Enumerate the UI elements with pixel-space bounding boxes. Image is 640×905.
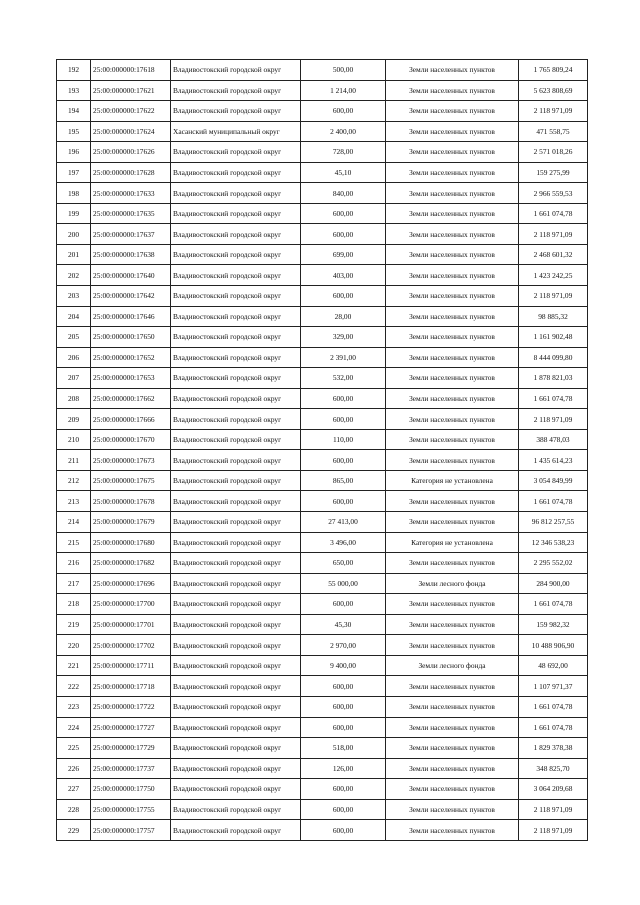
area: 9 400,00 bbox=[301, 655, 386, 676]
table-row bbox=[57, 265, 588, 286]
cadastral-value: 2 118 971,09 bbox=[519, 286, 588, 307]
cadastral-value: 1 107 971,37 bbox=[519, 676, 588, 697]
location: Владивостокский городской округ bbox=[171, 491, 301, 512]
land-category: Земли населенных пунктов bbox=[386, 80, 519, 101]
location: Владивостокский городской округ bbox=[171, 183, 301, 204]
land-category: Земли населенных пунктов bbox=[386, 738, 519, 759]
location: Владивостокский городской округ bbox=[171, 80, 301, 101]
cadastral-number: 25:00:000000:17755 bbox=[91, 799, 171, 820]
area: 2 400,00 bbox=[301, 121, 386, 142]
cadastral-number: 25:00:000000:17696 bbox=[91, 573, 171, 594]
row-number: 211 bbox=[57, 450, 91, 471]
table-row bbox=[57, 162, 588, 183]
location: Владивостокский городской округ bbox=[171, 676, 301, 697]
cadastral-value: 3 064 209,68 bbox=[519, 779, 588, 800]
table-row bbox=[57, 203, 588, 224]
table-row bbox=[57, 717, 588, 738]
cadastral-value: 2 118 971,09 bbox=[519, 799, 588, 820]
land-category: Земли населенных пунктов bbox=[386, 594, 519, 615]
area: 600,00 bbox=[301, 203, 386, 224]
location: Владивостокский городской округ bbox=[171, 717, 301, 738]
location: Владивостокский городской округ bbox=[171, 532, 301, 553]
cadastral-value: 388 478,03 bbox=[519, 429, 588, 450]
cadastral-value: 2 295 552,02 bbox=[519, 553, 588, 574]
location: Владивостокский городской округ bbox=[171, 409, 301, 430]
cadastral-number: 25:00:000000:17701 bbox=[91, 614, 171, 635]
row-number: 201 bbox=[57, 244, 91, 265]
area: 500,00 bbox=[301, 60, 386, 81]
cadastral-number: 25:00:000000:17711 bbox=[91, 655, 171, 676]
cadastral-value: 1 423 242,25 bbox=[519, 265, 588, 286]
cadastral-number: 25:00:000000:17666 bbox=[91, 409, 171, 430]
table-row bbox=[57, 60, 588, 81]
table-row bbox=[57, 820, 588, 841]
cadastral-value: 1 661 074,78 bbox=[519, 388, 588, 409]
cadastral-value: 471 558,75 bbox=[519, 121, 588, 142]
cadastral-value: 98 885,32 bbox=[519, 306, 588, 327]
row-number: 226 bbox=[57, 758, 91, 779]
area: 2 391,00 bbox=[301, 347, 386, 368]
row-number: 205 bbox=[57, 327, 91, 348]
cadastral-value: 3 054 849,99 bbox=[519, 470, 588, 491]
row-number: 228 bbox=[57, 799, 91, 820]
area: 650,00 bbox=[301, 553, 386, 574]
cadastral-number: 25:00:000000:17727 bbox=[91, 717, 171, 738]
row-number: 209 bbox=[57, 409, 91, 430]
table-row bbox=[57, 532, 588, 553]
land-category: Земли населенных пунктов bbox=[386, 450, 519, 471]
cadastral-value: 1 435 614,23 bbox=[519, 450, 588, 471]
table-row bbox=[57, 450, 588, 471]
cadastral-value: 8 444 099,80 bbox=[519, 347, 588, 368]
row-number: 197 bbox=[57, 162, 91, 183]
area: 126,00 bbox=[301, 758, 386, 779]
cadastral-number: 25:00:000000:17653 bbox=[91, 368, 171, 389]
land-category: Земли населенных пунктов bbox=[386, 635, 519, 656]
table-row bbox=[57, 512, 588, 533]
location: Владивостокский городской округ bbox=[171, 635, 301, 656]
area: 600,00 bbox=[301, 779, 386, 800]
row-number: 229 bbox=[57, 820, 91, 841]
area: 600,00 bbox=[301, 450, 386, 471]
row-number: 214 bbox=[57, 512, 91, 533]
location: Владивостокский городской округ bbox=[171, 450, 301, 471]
cadastral-number: 25:00:000000:17642 bbox=[91, 286, 171, 307]
cadastral-number: 25:00:000000:17675 bbox=[91, 470, 171, 491]
cadastral-number: 25:00:000000:17750 bbox=[91, 779, 171, 800]
table-row bbox=[57, 758, 588, 779]
cadastral-number: 25:00:000000:17737 bbox=[91, 758, 171, 779]
area: 600,00 bbox=[301, 101, 386, 122]
area: 840,00 bbox=[301, 183, 386, 204]
row-number: 213 bbox=[57, 491, 91, 512]
land-category: Категория не установлена bbox=[386, 470, 519, 491]
table-row bbox=[57, 799, 588, 820]
location: Владивостокский городской округ bbox=[171, 799, 301, 820]
land-category: Земли населенных пунктов bbox=[386, 799, 519, 820]
land-category: Земли населенных пунктов bbox=[386, 491, 519, 512]
cadastral-value: 48 692,00 bbox=[519, 655, 588, 676]
cadastral-value: 2 118 971,09 bbox=[519, 409, 588, 430]
table-row bbox=[57, 655, 588, 676]
row-number: 217 bbox=[57, 573, 91, 594]
cadastral-value: 2 118 971,09 bbox=[519, 101, 588, 122]
table-row bbox=[57, 635, 588, 656]
location: Владивостокский городской округ bbox=[171, 388, 301, 409]
table-row bbox=[57, 244, 588, 265]
location: Владивостокский городской округ bbox=[171, 594, 301, 615]
area: 728,00 bbox=[301, 142, 386, 163]
cadastral-number: 25:00:000000:17624 bbox=[91, 121, 171, 142]
cadastral-value: 1 661 074,78 bbox=[519, 203, 588, 224]
cadastral-number: 25:00:000000:17646 bbox=[91, 306, 171, 327]
table-row bbox=[57, 409, 588, 430]
cadastral-number: 25:00:000000:17635 bbox=[91, 203, 171, 224]
table-row bbox=[57, 101, 588, 122]
row-number: 202 bbox=[57, 265, 91, 286]
row-number: 218 bbox=[57, 594, 91, 615]
table-row bbox=[57, 306, 588, 327]
location: Владивостокский городской округ bbox=[171, 162, 301, 183]
area: 600,00 bbox=[301, 594, 386, 615]
land-category: Земли населенных пунктов bbox=[386, 717, 519, 738]
table-body bbox=[57, 60, 588, 841]
area: 27 413,00 bbox=[301, 512, 386, 533]
area: 600,00 bbox=[301, 799, 386, 820]
land-category: Земли населенных пунктов bbox=[386, 306, 519, 327]
location: Владивостокский городской округ bbox=[171, 203, 301, 224]
land-category: Земли населенных пунктов bbox=[386, 101, 519, 122]
land-parcels-table bbox=[56, 59, 588, 841]
location: Владивостокский городской округ bbox=[171, 224, 301, 245]
cadastral-number: 25:00:000000:17652 bbox=[91, 347, 171, 368]
land-category: Земли лесного фонда bbox=[386, 573, 519, 594]
row-number: 223 bbox=[57, 696, 91, 717]
table-row bbox=[57, 696, 588, 717]
land-category: Земли населенных пунктов bbox=[386, 758, 519, 779]
row-number: 224 bbox=[57, 717, 91, 738]
location: Владивостокский городской округ bbox=[171, 655, 301, 676]
land-category: Земли населенных пунктов bbox=[386, 183, 519, 204]
location: Владивостокский городской округ bbox=[171, 368, 301, 389]
location: Владивостокский городской округ bbox=[171, 820, 301, 841]
table-row bbox=[57, 388, 588, 409]
land-category: Земли населенных пунктов bbox=[386, 512, 519, 533]
land-category: Земли населенных пунктов bbox=[386, 409, 519, 430]
location: Владивостокский городской округ bbox=[171, 244, 301, 265]
land-category: Земли населенных пунктов bbox=[386, 368, 519, 389]
area: 600,00 bbox=[301, 224, 386, 245]
land-category: Земли населенных пунктов bbox=[386, 429, 519, 450]
location: Владивостокский городской округ bbox=[171, 60, 301, 81]
cadastral-number: 25:00:000000:17637 bbox=[91, 224, 171, 245]
cadastral-value: 1 661 074,78 bbox=[519, 717, 588, 738]
land-category: Земли населенных пунктов bbox=[386, 162, 519, 183]
row-number: 208 bbox=[57, 388, 91, 409]
row-number: 225 bbox=[57, 738, 91, 759]
area: 110,00 bbox=[301, 429, 386, 450]
row-number: 195 bbox=[57, 121, 91, 142]
location: Владивостокский городской округ bbox=[171, 142, 301, 163]
cadastral-value: 1 661 074,78 bbox=[519, 594, 588, 615]
area: 600,00 bbox=[301, 388, 386, 409]
table-row bbox=[57, 347, 588, 368]
area: 600,00 bbox=[301, 286, 386, 307]
cadastral-number: 25:00:000000:17622 bbox=[91, 101, 171, 122]
table-row bbox=[57, 80, 588, 101]
cadastral-number: 25:00:000000:17722 bbox=[91, 696, 171, 717]
area: 1 214,00 bbox=[301, 80, 386, 101]
row-number: 207 bbox=[57, 368, 91, 389]
table-row bbox=[57, 470, 588, 491]
land-category: Земли населенных пунктов bbox=[386, 327, 519, 348]
cadastral-value: 159 275,99 bbox=[519, 162, 588, 183]
location: Владивостокский городской округ bbox=[171, 779, 301, 800]
land-category: Земли населенных пунктов bbox=[386, 779, 519, 800]
row-number: 199 bbox=[57, 203, 91, 224]
land-category: Земли населенных пунктов bbox=[386, 203, 519, 224]
area: 600,00 bbox=[301, 717, 386, 738]
table-row bbox=[57, 286, 588, 307]
location: Владивостокский городской округ bbox=[171, 327, 301, 348]
land-category: Категория не установлена bbox=[386, 532, 519, 553]
land-category: Земли населенных пунктов bbox=[386, 244, 519, 265]
cadastral-value: 348 825,70 bbox=[519, 758, 588, 779]
location: Владивостокский городской округ bbox=[171, 347, 301, 368]
area: 518,00 bbox=[301, 738, 386, 759]
table-row bbox=[57, 183, 588, 204]
location: Владивостокский городской округ bbox=[171, 512, 301, 533]
cadastral-value: 1 765 809,24 bbox=[519, 60, 588, 81]
cadastral-number: 25:00:000000:17628 bbox=[91, 162, 171, 183]
cadastral-value: 2 468 601,32 bbox=[519, 244, 588, 265]
table-row bbox=[57, 429, 588, 450]
cadastral-value: 2 118 971,09 bbox=[519, 820, 588, 841]
land-category: Земли населенных пунктов bbox=[386, 820, 519, 841]
location: Владивостокский городской округ bbox=[171, 573, 301, 594]
row-number: 216 bbox=[57, 553, 91, 574]
cadastral-number: 25:00:000000:17662 bbox=[91, 388, 171, 409]
table-row bbox=[57, 121, 588, 142]
location: Владивостокский городской округ bbox=[171, 614, 301, 635]
cadastral-value: 2 571 018,26 bbox=[519, 142, 588, 163]
cadastral-number: 25:00:000000:17680 bbox=[91, 532, 171, 553]
cadastral-value: 1 829 378,38 bbox=[519, 738, 588, 759]
row-number: 221 bbox=[57, 655, 91, 676]
land-category: Земли населенных пунктов bbox=[386, 676, 519, 697]
cadastral-number: 25:00:000000:17633 bbox=[91, 183, 171, 204]
land-category: Земли населенных пунктов bbox=[386, 553, 519, 574]
land-category: Земли населенных пунктов bbox=[386, 614, 519, 635]
cadastral-number: 25:00:000000:17718 bbox=[91, 676, 171, 697]
area: 2 970,00 bbox=[301, 635, 386, 656]
cadastral-number: 25:00:000000:17673 bbox=[91, 450, 171, 471]
cadastral-number: 25:00:000000:17626 bbox=[91, 142, 171, 163]
area: 45,10 bbox=[301, 162, 386, 183]
cadastral-value: 2 966 559,53 bbox=[519, 183, 588, 204]
cadastral-value: 10 488 906,90 bbox=[519, 635, 588, 656]
area: 600,00 bbox=[301, 409, 386, 430]
location: Владивостокский городской округ bbox=[171, 286, 301, 307]
cadastral-number: 25:00:000000:17678 bbox=[91, 491, 171, 512]
cadastral-value: 1 661 074,78 bbox=[519, 696, 588, 717]
row-number: 193 bbox=[57, 80, 91, 101]
cadastral-number: 25:00:000000:17682 bbox=[91, 553, 171, 574]
table-row bbox=[57, 676, 588, 697]
row-number: 227 bbox=[57, 779, 91, 800]
cadastral-number: 25:00:000000:17621 bbox=[91, 80, 171, 101]
location: Владивостокский городской округ bbox=[171, 265, 301, 286]
location: Владивостокский городской округ bbox=[171, 553, 301, 574]
cadastral-value: 159 982,32 bbox=[519, 614, 588, 635]
cadastral-number: 25:00:000000:17679 bbox=[91, 512, 171, 533]
table-row bbox=[57, 368, 588, 389]
area: 329,00 bbox=[301, 327, 386, 348]
row-number: 220 bbox=[57, 635, 91, 656]
area: 532,00 bbox=[301, 368, 386, 389]
location: Владивостокский городской округ bbox=[171, 696, 301, 717]
area: 600,00 bbox=[301, 696, 386, 717]
table-row bbox=[57, 779, 588, 800]
area: 600,00 bbox=[301, 491, 386, 512]
table-row bbox=[57, 594, 588, 615]
land-category: Земли населенных пунктов bbox=[386, 142, 519, 163]
area: 28,00 bbox=[301, 306, 386, 327]
cadastral-value: 284 900,00 bbox=[519, 573, 588, 594]
land-category: Земли населенных пунктов bbox=[386, 121, 519, 142]
land-category: Земли населенных пунктов bbox=[386, 347, 519, 368]
location: Владивостокский городской округ bbox=[171, 306, 301, 327]
cadastral-number: 25:00:000000:17670 bbox=[91, 429, 171, 450]
location: Владивостокский городской округ bbox=[171, 429, 301, 450]
area: 45,30 bbox=[301, 614, 386, 635]
location: Владивостокский городской округ bbox=[171, 101, 301, 122]
row-number: 198 bbox=[57, 183, 91, 204]
location: Владивостокский городской округ bbox=[171, 738, 301, 759]
cadastral-value: 1 661 074,78 bbox=[519, 491, 588, 512]
location: Хасанский муниципальный округ bbox=[171, 121, 301, 142]
cadastral-value: 96 812 257,55 bbox=[519, 512, 588, 533]
area: 403,00 bbox=[301, 265, 386, 286]
table-row bbox=[57, 491, 588, 512]
area: 600,00 bbox=[301, 676, 386, 697]
cadastral-number: 25:00:000000:17618 bbox=[91, 60, 171, 81]
area: 55 000,00 bbox=[301, 573, 386, 594]
location: Владивостокский городской округ bbox=[171, 470, 301, 491]
cadastral-value: 1 878 821,03 bbox=[519, 368, 588, 389]
row-number: 200 bbox=[57, 224, 91, 245]
table-row bbox=[57, 573, 588, 594]
area: 865,00 bbox=[301, 470, 386, 491]
land-category: Земли населенных пунктов bbox=[386, 388, 519, 409]
land-category: Земли населенных пунктов bbox=[386, 60, 519, 81]
location: Владивостокский городской округ bbox=[171, 758, 301, 779]
cadastral-number: 25:00:000000:17729 bbox=[91, 738, 171, 759]
row-number: 222 bbox=[57, 676, 91, 697]
cadastral-number: 25:00:000000:17757 bbox=[91, 820, 171, 841]
cadastral-value: 12 346 538,23 bbox=[519, 532, 588, 553]
table-row bbox=[57, 553, 588, 574]
table-row bbox=[57, 142, 588, 163]
cadastral-number: 25:00:000000:17702 bbox=[91, 635, 171, 656]
cadastral-value: 5 623 808,69 bbox=[519, 80, 588, 101]
land-category: Земли лесного фонда bbox=[386, 655, 519, 676]
row-number: 204 bbox=[57, 306, 91, 327]
cadastral-value: 1 161 902,48 bbox=[519, 327, 588, 348]
land-category: Земли населенных пунктов bbox=[386, 265, 519, 286]
row-number: 212 bbox=[57, 470, 91, 491]
cadastral-number: 25:00:000000:17638 bbox=[91, 244, 171, 265]
land-category: Земли населенных пунктов bbox=[386, 286, 519, 307]
row-number: 194 bbox=[57, 101, 91, 122]
area: 3 496,00 bbox=[301, 532, 386, 553]
table-row bbox=[57, 327, 588, 348]
table-row bbox=[57, 224, 588, 245]
row-number: 210 bbox=[57, 429, 91, 450]
land-category: Земли населенных пунктов bbox=[386, 224, 519, 245]
row-number: 219 bbox=[57, 614, 91, 635]
land-category: Земли населенных пунктов bbox=[386, 696, 519, 717]
cadastral-number: 25:00:000000:17640 bbox=[91, 265, 171, 286]
table-row bbox=[57, 738, 588, 759]
cadastral-number: 25:00:000000:17650 bbox=[91, 327, 171, 348]
row-number: 206 bbox=[57, 347, 91, 368]
area: 600,00 bbox=[301, 820, 386, 841]
row-number: 192 bbox=[57, 60, 91, 81]
row-number: 203 bbox=[57, 286, 91, 307]
row-number: 215 bbox=[57, 532, 91, 553]
row-number: 196 bbox=[57, 142, 91, 163]
cadastral-value: 2 118 971,09 bbox=[519, 224, 588, 245]
cadastral-number: 25:00:000000:17700 bbox=[91, 594, 171, 615]
area: 699,00 bbox=[301, 244, 386, 265]
table-row bbox=[57, 614, 588, 635]
